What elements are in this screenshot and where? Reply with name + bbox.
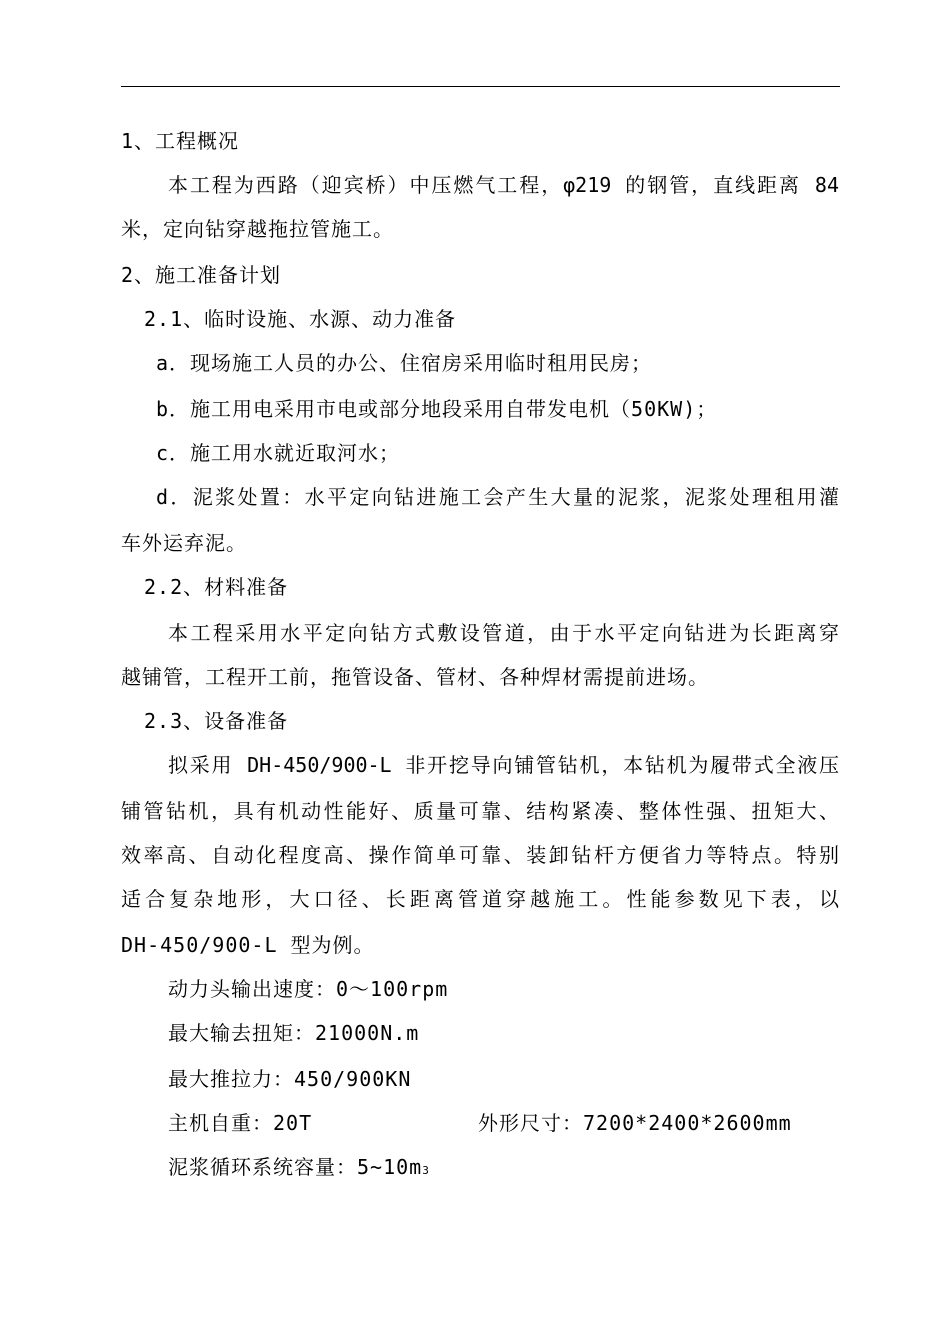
spec-max-torque: 最大输去扭矩：21000N.m <box>168 1021 420 1045</box>
section-2-1-item-d-line-1: d．泥浆处置：水平定向钻进施工会产生大量的泥浆，泥浆处理租用灌 <box>156 485 839 509</box>
section-1-paragraph-line-1: 本工程为西路（迎宾桥）中压燃气工程，φ219 的钢管，直线距离 84 <box>168 173 839 197</box>
section-2-1-item-c: c．施工用水就近取河水； <box>156 441 401 465</box>
section-2-2-paragraph-line-1: 本工程采用水平定向钻方式敷设管道，由于水平定向钻进为长距离穿 <box>168 621 839 645</box>
section-2-3-paragraph-line-2: 铺管钻机，具有机动性能好、质量可靠、结构紧凑、整体性强、扭矩大、 <box>121 799 839 823</box>
section-2-2-heading: 2.2、材料准备 <box>144 575 289 599</box>
spec-mud-capacity-text: 泥浆循环系统容量：5~10m <box>168 1155 423 1179</box>
section-1-paragraph-line-2: 米，定向钻穿越拖拉管施工。 <box>121 217 394 241</box>
section-2-heading: 2、施工准备计划 <box>121 263 282 287</box>
section-2-3-heading: 2.3、设备准备 <box>144 709 289 733</box>
spec-output-speed: 动力头输出速度：0～100rpm <box>168 977 449 1001</box>
spec-max-thrust: 最大推拉力：450/900KN <box>168 1067 412 1091</box>
spec-mud-capacity <box>168 1154 430 1184</box>
section-2-3-paragraph-line-4: 适合复杂地形，大口径、长距离管道穿越施工。性能参数见下表，以 <box>121 887 839 911</box>
section-2-2-paragraph-line-2: 越铺管，工程开工前，拖管设备、管材、各种焊材需提前进场。 <box>121 665 709 689</box>
section-2-1-item-d-line-2: 车外运弃泥。 <box>121 531 247 555</box>
section-1-heading: 1、工程概况 <box>121 129 240 153</box>
section-2-1-item-a: a．现场施工人员的办公、住宿房采用临时租用民房； <box>156 351 653 375</box>
section-2-1-item-b: b．施工用电采用市电或部分地段采用自带发电机（50KW)； <box>156 397 718 421</box>
section-2-3-paragraph-line-3: 效率高、自动化程度高、操作简单可靠、装卸钻杆方便省力等特点。特别 <box>121 843 839 867</box>
spec-mud-capacity-unit: 3 <box>422 1164 430 1177</box>
spec-dimensions: 外形尺寸：7200*2400*2600mm <box>478 1111 792 1135</box>
section-2-3-paragraph-line-1: 拟采用 DH-450/900-L 非开挖导向铺管钻机，本钻机为履带式全液压 <box>168 753 839 777</box>
header-rule <box>121 86 840 87</box>
section-2-3-paragraph-line-5: DH-450/900-L 型为例。 <box>121 933 375 957</box>
section-2-1-heading: 2.1、临时设施、水源、动力准备 <box>144 307 457 331</box>
spec-machine-weight: 主机自重：20T <box>168 1111 313 1135</box>
